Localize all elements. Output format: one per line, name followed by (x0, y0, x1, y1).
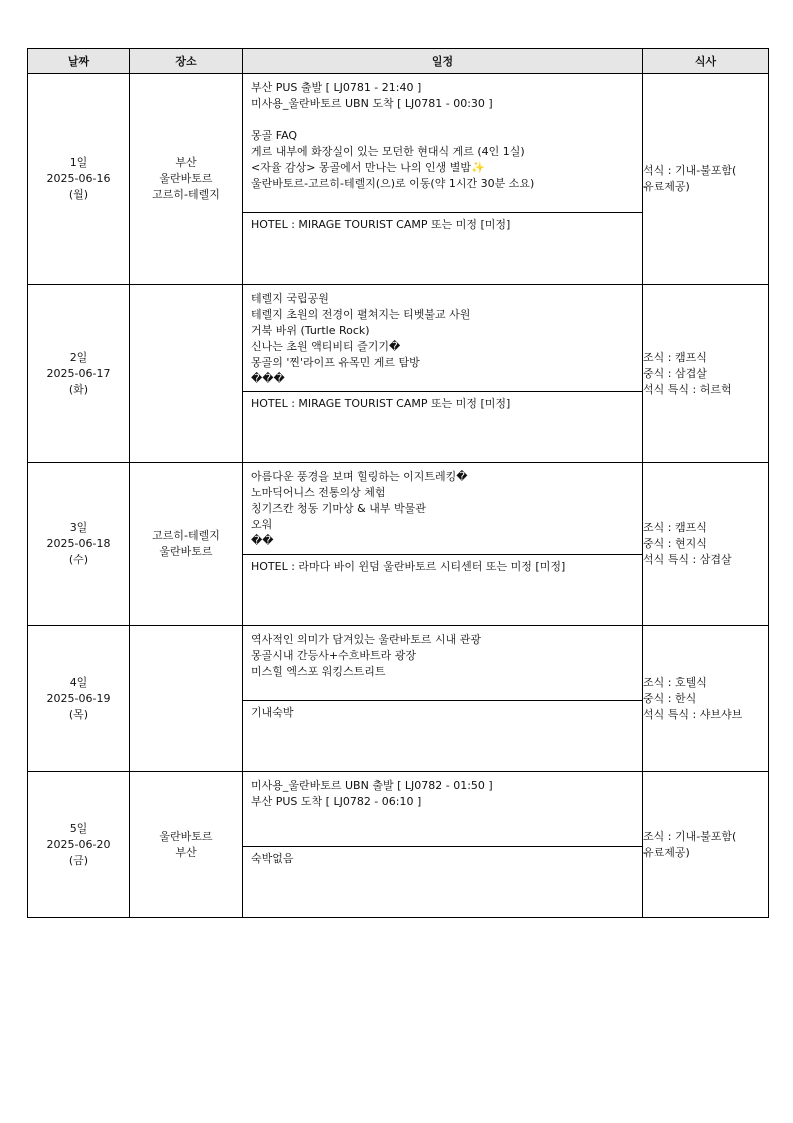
hotel-text: HOTEL : 라마다 바이 윈덤 울란바토르 시티센터 또는 미정 [미정] (251, 560, 566, 573)
header-schedule: 일정 (243, 49, 643, 74)
meal-item: 조식 : 호텔식 (643, 675, 707, 689)
schedule-item: 테렐지 초원의 전경이 펼쳐지는 티벳불교 사원 (251, 308, 471, 321)
day-weekday: (금) (68, 853, 89, 867)
schedule-item: 칭기즈칸 청동 기마상 & 내부 박물관 (251, 502, 426, 515)
schedule-item: 미사용_울란바토르 UBN 출발 [ LJ0782 - 01:50 ] (251, 779, 493, 792)
day-number: 5일 (69, 821, 88, 835)
schedule-item: 몽골의 '찐'라이프 유목민 게르 탐방 (251, 356, 420, 369)
header-row (28, 49, 769, 74)
place-name: 울란바토르 (159, 545, 213, 558)
blank-line (251, 112, 634, 128)
meal-cell (643, 772, 769, 918)
header-meal: 식사 (643, 49, 769, 74)
meal-item: 조식 : 캠프식 (643, 521, 707, 534)
day-date: 2025-06-19 (46, 691, 111, 705)
day-date: 2025-06-18 (46, 537, 111, 550)
schedule-item: 노마딕어니스 전통의상 체험 (251, 486, 386, 499)
schedule-item: 신나는 초원 액티비티 즐기기� (251, 340, 401, 353)
schedule-cell (243, 772, 643, 918)
place-cell (130, 772, 243, 918)
meal-item: 석식 특식 : 삼겹살 (643, 553, 732, 566)
schedule-activities (243, 626, 642, 701)
meal-item: 중식 : 삼겹살 (643, 366, 707, 380)
schedule-activities (243, 74, 642, 213)
hotel-text: HOTEL : MIRAGE TOURIST CAMP 또는 미정 [미정] (251, 397, 511, 410)
hotel-text: HOTEL : MIRAGE TOURIST CAMP 또는 미정 [미정] (251, 218, 511, 231)
schedule-item: 게르 내부에 화장실이 있는 모던한 현대식 게르 (4인 1실) (251, 145, 525, 158)
day-row (28, 463, 769, 626)
meal-cell (643, 285, 769, 463)
day-number: 2일 (69, 350, 88, 364)
schedule-activities (243, 463, 642, 555)
place-name: 울란바토르 (159, 829, 213, 843)
place-name: 부산 (175, 845, 197, 859)
schedule-cell (243, 285, 643, 463)
schedule-item: ��� (251, 372, 285, 385)
place-name: 울란바토르 (159, 172, 213, 185)
itinerary-body (28, 74, 769, 918)
place-cell (130, 74, 243, 285)
meal-cell (643, 626, 769, 772)
day-row (28, 772, 769, 918)
date-cell (28, 772, 130, 918)
place-cell (130, 463, 243, 626)
schedule-item: 역사적인 의미가 담겨있는 울란바토르 시내 관광 (251, 633, 482, 646)
meal-item: 조식 : 기내-불포함( (643, 829, 737, 843)
hotel-info (243, 847, 642, 917)
meal-item: 중식 : 현지식 (643, 537, 707, 550)
place-name: 고르히-테렐지 (152, 529, 220, 542)
schedule-item: 몽골 FAQ (251, 129, 298, 142)
schedule-item: 미사용_울란바토르 UBN 도착 [ LJ0781 - 00:30 ] (251, 97, 493, 110)
meal-cell (643, 463, 769, 626)
schedule-item: 오워 (251, 518, 273, 531)
date-cell (28, 74, 130, 285)
place-name: 고르히-테렐지 (152, 188, 220, 201)
schedule-item: <자율 감상> 몽골에서 만나는 나의 인생 별밤✨ (251, 161, 485, 174)
schedule-cell (243, 463, 643, 626)
hotel-text: 기내숙박 (251, 706, 294, 719)
date-cell (28, 626, 130, 772)
schedule-cell (243, 626, 643, 772)
schedule-activities (243, 772, 642, 847)
meal-item: 석식 특식 : 허르헉 (643, 382, 732, 396)
day-row (28, 74, 769, 285)
day-number: 1일 (69, 156, 88, 169)
meal-item: 석식 특식 : 샤브샤브 (643, 707, 743, 721)
day-date: 2025-06-20 (46, 837, 111, 851)
day-row (28, 626, 769, 772)
day-number: 3일 (69, 521, 88, 534)
schedule-item: 거북 바위 (Turtle Rock) (251, 324, 370, 337)
place-cell (130, 285, 243, 463)
meal-item: 중식 : 한식 (643, 691, 697, 705)
schedule-item: 몽골시내 간등사+수흐바트라 광장 (251, 649, 416, 662)
date-cell (28, 285, 130, 463)
hotel-info (243, 213, 642, 284)
schedule-item: 부산 PUS 도착 [ LJ0782 - 06:10 ] (251, 795, 422, 808)
day-number: 4일 (69, 675, 88, 689)
meal-item: 조식 : 캠프식 (643, 350, 707, 364)
hotel-text: 숙박없음 (251, 852, 294, 865)
meal-item: 석식 : 기내-불포함( (643, 164, 737, 177)
place-name: 부산 (175, 156, 197, 169)
schedule-item: �� (251, 534, 274, 547)
hotel-info (243, 392, 642, 462)
day-weekday: (수) (68, 553, 89, 566)
day-weekday: (목) (68, 707, 89, 721)
itinerary-table (27, 48, 769, 918)
schedule-item: 미스힐 엑스포 워킹스트리트 (251, 665, 386, 678)
date-cell (28, 463, 130, 626)
day-weekday: (화) (68, 382, 89, 396)
header-place: 장소 (130, 49, 243, 74)
hotel-info (243, 555, 642, 625)
day-date: 2025-06-16 (46, 172, 111, 185)
day-weekday: (월) (68, 188, 89, 201)
schedule-item: 울란바토르-고르히-테렐지(으)로 이동(약 1시간 30분 소요) (251, 177, 535, 190)
day-date: 2025-06-17 (46, 366, 111, 380)
day-row (28, 285, 769, 463)
place-cell (130, 626, 243, 772)
schedule-item: 부산 PUS 출발 [ LJ0781 - 21:40 ] (251, 81, 422, 94)
schedule-item: 테렐지 국립공원 (251, 292, 329, 305)
hotel-info (243, 701, 642, 771)
header-date: 날짜 (28, 49, 130, 74)
meal-cell (643, 74, 769, 285)
schedule-cell (243, 74, 643, 285)
schedule-activities (243, 285, 642, 392)
schedule-item: 아름다운 풍경을 보며 힐링하는 이지트레킹� (251, 470, 468, 483)
meal-item: 유료제공) (643, 180, 690, 193)
meal-item: 유료제공) (643, 845, 690, 859)
